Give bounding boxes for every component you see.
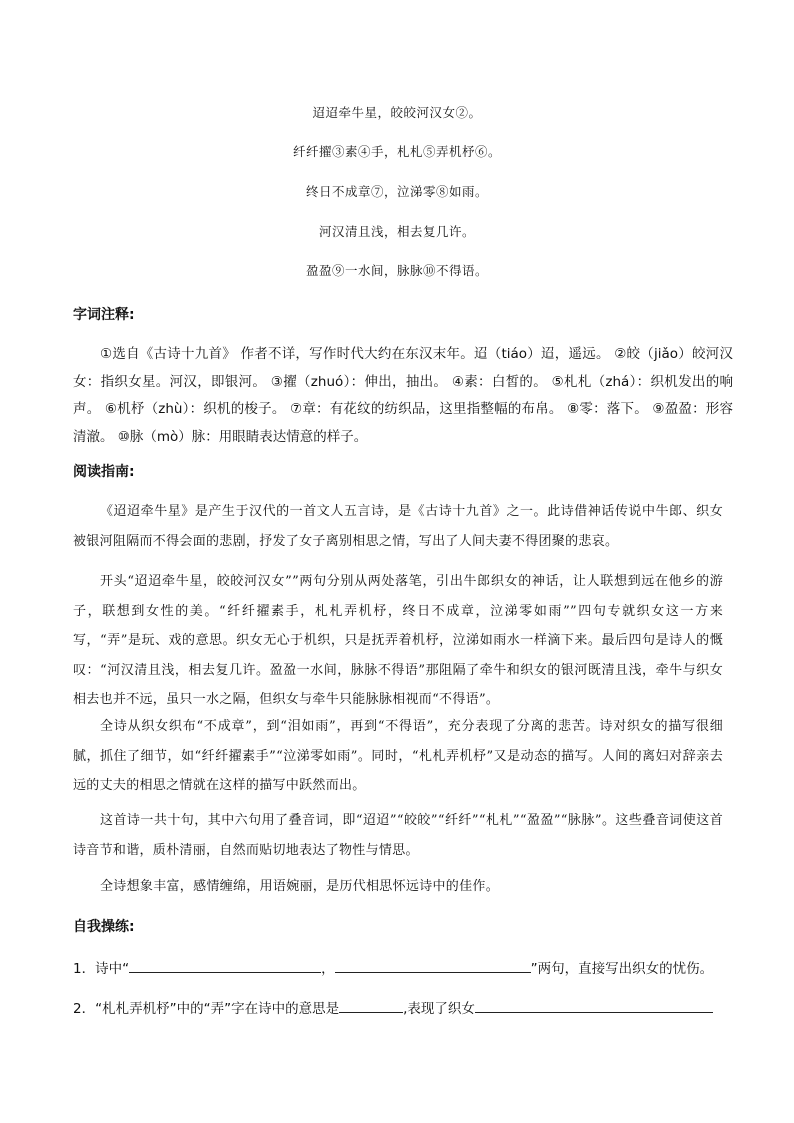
- answer-blank-2b[interactable]: [475, 997, 713, 1013]
- poem-line-3: 终日不成章⑦，泣涕零⑧如雨。: [305, 184, 488, 199]
- question-1-prefix: 诗中“: [95, 961, 130, 977]
- notes-text: ①选自《古诗十九首》 作者不详，写作时代大约在东汉末年。迢（tiáo）迢，遥远。 ②皎（jiǎo）皎河汉女：指织女星。河汉，即银河。 ③擢（zhuó）：伸出，抽出。 ④素：白皙的。 ⑤札札（zhá）：织机发出的响声。 ⑥机杼（zhù）：织机的梭子。 ⑦章：有花纹的纺织品，这里指整幅的布帛。 ⑧零：落下。 ⑨盈盈：形容清澈。 ⑩脉（mò）脉：用眼睛表达情意的样子。: [73, 346, 733, 445]
- answer-blank-1a[interactable]: [129, 957, 321, 973]
- guide-paragraph-4: 这首诗一共十句，其中六句用了叠音词，即“迢迢”“皎皎”“纤纤”“札札”“盈盈”“脉脉”。这些叠音词使这首诗音节和谐，质朴清丽，自然而贴切地表达了物性与情思。: [73, 813, 723, 858]
- answer-blank-2a[interactable]: [339, 997, 403, 1013]
- exercise-title: 自我操练:: [73, 919, 135, 935]
- poem-line-1: 迢迢牵牛星，皎皎河汉女②。: [312, 105, 482, 120]
- poem-line-5: 盈盈⑨一水间，脉脉⑩不得语。: [305, 263, 488, 278]
- guide-paragraph-3: 全诗从织女织布“不成章”，到“泪如雨”，再到“不得语”，充分表现了分离的悲苦。诗对织女的描写很细腻，抓住了细节，如“纤纤擢素手”“泣涕零如雨”。同时，“札札弄机杼”又是动态的描写。人间的离妇对辞亲去远的丈夫的相思之情就在这样的描写中跃然而出。: [73, 719, 723, 793]
- guide-paragraph-1: 《迢迢牵牛星》是产生于汉代的一首文人五言诗，是《古诗十九首》之一。此诗借神话传说中牛郎、织女被银河阻隔而不得会面的悲剧，抒发了女子离别相思之情，写出了人间夫妻不得团聚的悲哀。: [73, 504, 723, 549]
- answer-blank-1b[interactable]: [335, 957, 531, 973]
- question-1-number: 1．: [73, 961, 96, 977]
- guide-paragraph-2: 开头“迢迢牵牛星，皎皎河汉女””两句分别从两处落笔，引出牛郎织女的神话，让人联想到远在他乡的游子，联想到女性的美。“纤纤擢素手，札札弄机杼，终日不成章，泣涕零如雨””四句专就织女这一方来写，“弄”是玩、戏的意思。织女无心于机织，只是抚弄着机杼，泣涕如雨水一样滴下来。最后四句是诗人的慨叹：“河汉清且浅，相去复几许。盈盈一水间，脉脉不得语”那阻隔了牵牛和织女的银河既清且浅，牵牛与织女相去也并不远，虽只一水之隔，但织女与牵牛只能脉脉相视而“不得语”。: [73, 574, 723, 707]
- question-2-prefix: “札札弄机杼”中的“弄”字在诗中的意思是: [95, 1001, 340, 1017]
- question-2-number: 2．: [73, 1001, 96, 1017]
- poem-line-2: 纤纤擢③素④手，札札⑤弄机杼⑥。: [292, 144, 501, 159]
- guide-paragraph-5: 全诗想象丰富，感情缠绵，用语婉丽，是历代相思怀远诗中的佳作。: [100, 879, 500, 894]
- poem-line-4: 河汉清且浅，相去复几许。: [318, 224, 475, 239]
- question-2: [73, 997, 713, 1019]
- question-1-middle: ，: [321, 961, 335, 977]
- question-1-suffix: ”两句，直接写出织女的忧伤。: [530, 961, 714, 977]
- question-2-middle: ,表现了织女: [403, 1001, 475, 1017]
- guide-title: 阅读指南:: [73, 464, 135, 480]
- notes-title: 字词注释:: [73, 307, 135, 323]
- question-1: [73, 957, 713, 979]
